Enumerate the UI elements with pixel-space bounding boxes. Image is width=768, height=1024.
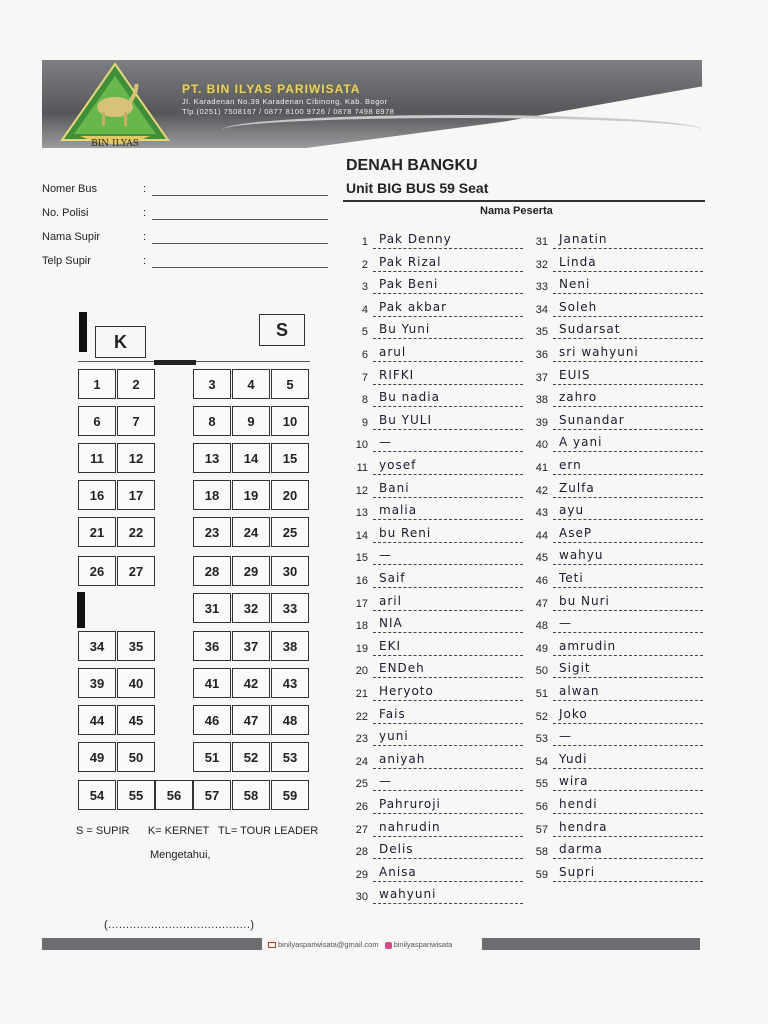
plate-number-field[interactable] xyxy=(152,219,328,220)
info-row-driver xyxy=(42,229,332,253)
participant-entry xyxy=(526,544,696,566)
left-wall-marker xyxy=(79,312,87,352)
participant-number: 18 xyxy=(355,620,368,633)
participant-number: 1 xyxy=(361,236,368,248)
participant-entry xyxy=(526,748,696,770)
participant-entry xyxy=(346,228,516,250)
participant-number: 27 xyxy=(355,823,368,836)
seat-56[interactable]: 56 xyxy=(155,780,193,810)
seat-49[interactable]: 49 xyxy=(78,742,116,772)
participant-entry xyxy=(346,296,516,318)
participant-name[interactable]: Soleh xyxy=(553,299,703,317)
footer-bar-left xyxy=(42,938,262,950)
seat-53[interactable]: 53 xyxy=(271,742,309,772)
seat-57[interactable]: 57 xyxy=(193,780,231,810)
participant-number: 51 xyxy=(535,688,548,700)
participant-name[interactable]: Yudi xyxy=(553,751,703,769)
seat-3[interactable]: 3 xyxy=(193,369,231,399)
participant-number: 43 xyxy=(535,507,548,520)
info-row-driver-phone xyxy=(42,253,332,277)
participant-entry xyxy=(526,364,696,386)
participant-name[interactable]: Joko xyxy=(553,706,703,724)
seat-29[interactable]: 29 xyxy=(232,556,270,586)
participant-number: 23 xyxy=(355,733,368,746)
seat-21[interactable]: 21 xyxy=(78,517,116,547)
participant-name[interactable]: — xyxy=(553,728,703,746)
participant-name[interactable]: EUIS xyxy=(553,367,703,385)
bus-info xyxy=(42,181,332,277)
seat-10[interactable]: 10 xyxy=(271,406,309,436)
seat-24[interactable]: 24 xyxy=(232,517,270,547)
seat-28[interactable]: 28 xyxy=(193,556,231,586)
driver-phone-field[interactable] xyxy=(152,267,328,268)
info-colon: : xyxy=(143,207,147,219)
participant-entry xyxy=(526,454,696,476)
footer-email: binilyaspariwisata@gmail.com xyxy=(278,940,379,949)
logo-text: BIN ILYAS xyxy=(91,139,139,149)
seat-46[interactable]: 46 xyxy=(193,705,231,735)
seat-37[interactable]: 37 xyxy=(232,631,270,661)
address-line: Jl. Karadenan No.39 Karadenan Cibinong, Kab. Bogor xyxy=(182,97,388,106)
participant-number: 31 xyxy=(535,236,548,248)
seat-48[interactable]: 48 xyxy=(271,705,309,735)
participant-name[interactable]: ern xyxy=(553,457,703,475)
participant-number: 32 xyxy=(535,258,548,271)
seat-34[interactable]: 34 xyxy=(78,631,116,661)
seat-8[interactable]: 8 xyxy=(193,406,231,436)
participant-name[interactable]: Bu YULI xyxy=(373,412,523,430)
participant-number: 29 xyxy=(355,868,368,881)
info-row-bus-number xyxy=(42,181,332,205)
seat-39[interactable]: 39 xyxy=(78,668,116,698)
participant-entry xyxy=(526,793,696,815)
participant-entry xyxy=(346,748,516,770)
participant-name[interactable]: darma xyxy=(553,841,703,859)
participant-name[interactable]: aniyah xyxy=(373,751,523,769)
letterhead xyxy=(42,60,702,150)
participant-entry xyxy=(346,386,516,408)
participant-number: 53 xyxy=(535,733,548,746)
seat-44[interactable]: 44 xyxy=(78,705,116,735)
footer-contacts xyxy=(268,940,452,949)
participant-name[interactable]: zahro xyxy=(553,389,703,407)
participant-number: 39 xyxy=(535,416,548,429)
seat-35[interactable]: 35 xyxy=(117,631,155,661)
participant-entry xyxy=(526,318,696,340)
seat-47[interactable]: 47 xyxy=(232,705,270,735)
participant-name[interactable]: NIA xyxy=(373,615,523,633)
seat-27[interactable]: 27 xyxy=(117,556,155,586)
participant-name[interactable]: Delis xyxy=(373,841,523,859)
participant-name[interactable]: malia xyxy=(373,502,523,520)
participant-name[interactable]: wahyuni xyxy=(373,886,523,904)
participant-name[interactable]: Supri xyxy=(553,864,703,882)
letterhead-swoosh xyxy=(222,115,702,145)
participant-entry xyxy=(346,680,516,702)
participant-name[interactable]: sri wahyuni xyxy=(553,344,703,362)
seat-58[interactable]: 58 xyxy=(232,780,270,810)
company-logo xyxy=(60,62,170,152)
participant-entry xyxy=(526,273,696,295)
participant-number: 50 xyxy=(535,665,548,678)
participant-name[interactable]: — xyxy=(553,615,703,633)
seat-20[interactable]: 20 xyxy=(271,480,309,510)
seat-2[interactable]: 2 xyxy=(117,369,155,399)
participant-number: 19 xyxy=(355,642,368,655)
participant-entry xyxy=(346,861,516,883)
participant-name[interactable]: yuni xyxy=(373,728,523,746)
participant-entry xyxy=(526,612,696,634)
participant-entry xyxy=(346,590,516,612)
participant-entry xyxy=(346,251,516,273)
participant-name[interactable]: AseP xyxy=(553,525,703,543)
participant-entry xyxy=(526,477,696,499)
acknowledged-label: Mengetahui, xyxy=(150,849,211,861)
seat-59[interactable]: 59 xyxy=(271,780,309,810)
seat-50[interactable]: 50 xyxy=(117,742,155,772)
participant-entry xyxy=(346,477,516,499)
seat-25[interactable]: 25 xyxy=(271,517,309,547)
participant-entry xyxy=(346,499,516,521)
participant-number: 21 xyxy=(355,688,368,700)
participant-number: 9 xyxy=(361,416,368,429)
participant-number: 7 xyxy=(361,371,368,384)
participant-name[interactable]: Janatin xyxy=(553,231,703,249)
participant-entry xyxy=(526,725,696,747)
signature-line[interactable]: (........................................) xyxy=(104,919,255,931)
participant-number: 4 xyxy=(361,303,368,316)
participant-name[interactable]: ayu xyxy=(553,502,703,520)
participant-entry xyxy=(526,816,696,838)
info-row-plate xyxy=(42,205,332,229)
seat-15[interactable]: 15 xyxy=(271,443,309,473)
participant-name[interactable]: hendra xyxy=(553,819,703,837)
participant-name[interactable]: Pak akbar xyxy=(373,299,523,317)
participant-number: 28 xyxy=(355,846,368,859)
participant-entry xyxy=(346,816,516,838)
participant-number: 17 xyxy=(355,597,368,610)
participant-number: 16 xyxy=(355,575,368,587)
participant-number: 15 xyxy=(355,552,368,565)
participant-number: 20 xyxy=(355,665,368,678)
participants-header: Nama Peserta xyxy=(480,205,553,217)
participant-name[interactable]: Pak Beni xyxy=(373,276,523,294)
participant-number: 24 xyxy=(355,755,368,768)
info-label: Nomer Bus xyxy=(42,183,98,195)
participant-entry xyxy=(526,567,696,589)
kernet-seat: K xyxy=(95,326,146,358)
seat-26[interactable]: 26 xyxy=(78,556,116,586)
participant-name[interactable]: arul xyxy=(373,344,523,362)
participant-number: 13 xyxy=(355,507,368,520)
participant-entry xyxy=(346,657,516,679)
seat-43[interactable]: 43 xyxy=(271,668,309,698)
participant-name[interactable]: Sigit xyxy=(553,660,703,678)
participant-name[interactable]: Bu Yuni xyxy=(373,321,523,339)
info-colon: : xyxy=(143,183,147,195)
participant-entry xyxy=(526,386,696,408)
participant-name[interactable]: yosef xyxy=(373,457,523,475)
participant-name[interactable]: — xyxy=(373,773,523,791)
participant-number: 5 xyxy=(361,326,368,339)
participant-entry xyxy=(526,296,696,318)
participant-entry xyxy=(526,499,696,521)
participant-number: 8 xyxy=(361,394,368,407)
participant-entry xyxy=(346,770,516,792)
participant-number: 57 xyxy=(535,823,548,836)
participant-number: 52 xyxy=(535,710,548,723)
participant-name[interactable]: bu Nuri xyxy=(553,593,703,611)
info-colon: : xyxy=(143,255,147,267)
participant-entry xyxy=(526,703,696,725)
participant-number: 30 xyxy=(355,891,368,904)
participant-entry xyxy=(346,838,516,860)
seat-19[interactable]: 19 xyxy=(232,480,270,510)
left-door-marker xyxy=(77,592,85,628)
participant-entry xyxy=(346,567,516,589)
participant-entry xyxy=(346,409,516,431)
seat-17[interactable]: 17 xyxy=(117,480,155,510)
participant-number: 35 xyxy=(535,326,548,339)
participant-entry xyxy=(526,341,696,363)
participant-number: 58 xyxy=(535,846,548,859)
participant-name[interactable]: Neni xyxy=(553,276,703,294)
participant-name[interactable]: Saif xyxy=(373,570,523,588)
participant-entry xyxy=(346,612,516,634)
participant-entry xyxy=(346,364,516,386)
seat-23[interactable]: 23 xyxy=(193,517,231,547)
seat-55[interactable]: 55 xyxy=(117,780,155,810)
footer-instagram: binilyaspariwisata xyxy=(393,940,453,949)
participant-entry xyxy=(346,703,516,725)
participant-number: 40 xyxy=(535,439,548,452)
participant-entry xyxy=(346,793,516,815)
seat-4[interactable]: 4 xyxy=(232,369,270,399)
participant-name[interactable]: bu Reni xyxy=(373,525,523,543)
participant-entry xyxy=(526,228,696,250)
seat-11[interactable]: 11 xyxy=(78,443,116,473)
seat-41[interactable]: 41 xyxy=(193,668,231,698)
seat-42[interactable]: 42 xyxy=(232,668,270,698)
participant-name[interactable]: ENDeh xyxy=(373,660,523,678)
participant-number: 45 xyxy=(535,552,548,565)
participant-number: 33 xyxy=(535,281,548,294)
participant-number: 42 xyxy=(535,484,548,497)
info-label: Nama Supir xyxy=(42,231,101,243)
driver-seat: S xyxy=(259,314,305,346)
participant-name[interactable]: alwan xyxy=(553,683,703,701)
mail-icon xyxy=(268,942,276,948)
seat-1[interactable]: 1 xyxy=(78,369,116,399)
seat-13[interactable]: 13 xyxy=(193,443,231,473)
info-label: No. Polisi xyxy=(42,207,89,219)
participant-entry xyxy=(526,861,696,883)
participant-number: 11 xyxy=(356,462,368,474)
seat-38[interactable]: 38 xyxy=(271,631,309,661)
participant-number: 38 xyxy=(535,394,548,407)
participant-number: 41 xyxy=(535,462,548,474)
participant-name[interactable]: Sudarsat xyxy=(553,321,703,339)
participant-name[interactable]: A yani xyxy=(553,434,703,452)
participant-name[interactable]: Linda xyxy=(553,254,703,272)
participant-name[interactable]: Bu nadia xyxy=(373,389,523,407)
participant-number: 59 xyxy=(535,868,548,881)
participant-name[interactable]: Bani xyxy=(373,480,523,498)
seat-31[interactable]: 31 xyxy=(193,593,231,623)
participant-name[interactable]: Heryoto xyxy=(373,683,523,701)
participant-entry xyxy=(526,838,696,860)
participant-number: 46 xyxy=(535,575,548,587)
seat-5[interactable]: 5 xyxy=(271,369,309,399)
seat-32[interactable]: 32 xyxy=(232,593,270,623)
participant-name[interactable]: Teti xyxy=(553,570,703,588)
participant-entry xyxy=(346,544,516,566)
participant-number: 25 xyxy=(355,778,368,791)
participant-name[interactable]: Zulfa xyxy=(553,480,703,498)
participant-number: 48 xyxy=(535,620,548,633)
participant-number: 54 xyxy=(535,755,548,768)
participant-number: 6 xyxy=(361,349,368,361)
participant-name[interactable]: — xyxy=(373,547,523,565)
seat-54[interactable]: 54 xyxy=(78,780,116,810)
participant-name[interactable]: Pak Rizal xyxy=(373,254,523,272)
participant-name[interactable]: amrudin xyxy=(553,638,703,656)
participant-entry xyxy=(346,454,516,476)
participant-entry xyxy=(346,318,516,340)
seat-45[interactable]: 45 xyxy=(117,705,155,735)
seat-52[interactable]: 52 xyxy=(232,742,270,772)
participant-number: 14 xyxy=(355,529,368,542)
participant-number: 36 xyxy=(535,349,548,361)
page-title: DENAH BANGKU xyxy=(346,157,478,174)
participant-entry xyxy=(526,635,696,657)
participant-number: 44 xyxy=(535,529,548,542)
participant-name[interactable]: wira xyxy=(553,773,703,791)
seat-18[interactable]: 18 xyxy=(193,480,231,510)
seat-legend: S = SUPIR K= KERNET TL= TOUR LEADER xyxy=(76,825,319,837)
seat-36[interactable]: 36 xyxy=(193,631,231,661)
seat-7[interactable]: 7 xyxy=(117,406,155,436)
participant-entry xyxy=(346,883,516,905)
participant-number: 26 xyxy=(355,801,368,813)
company-name: PT. BIN ILYAS PARIWISATA xyxy=(182,82,361,96)
seat-40[interactable]: 40 xyxy=(117,668,155,698)
participant-entry xyxy=(526,590,696,612)
footer-bar-right xyxy=(482,938,700,950)
participant-entry xyxy=(346,522,516,544)
seat-6[interactable]: 6 xyxy=(78,406,116,436)
participant-entry xyxy=(346,725,516,747)
phone-line: Tlp.(0251) 7508167 / 0877 8100 9726 / 0878 7498 8978 xyxy=(182,107,395,116)
participant-number: 55 xyxy=(535,778,548,791)
participant-entry xyxy=(526,251,696,273)
company-address xyxy=(182,97,394,117)
participant-number: 22 xyxy=(355,710,368,723)
seat-14[interactable]: 14 xyxy=(232,443,270,473)
participant-name[interactable]: EKI xyxy=(373,638,523,656)
participant-number: 56 xyxy=(535,801,548,813)
participant-entry xyxy=(346,341,516,363)
bus-number-field[interactable] xyxy=(152,195,328,196)
participant-entry xyxy=(346,273,516,295)
participant-number: 47 xyxy=(535,597,548,610)
participant-number: 34 xyxy=(535,303,548,316)
seat-12[interactable]: 12 xyxy=(117,443,155,473)
participant-name[interactable]: Anisa xyxy=(373,864,523,882)
participant-entry xyxy=(346,431,516,453)
title-divider xyxy=(343,200,705,202)
participant-name[interactable]: Pak Denny xyxy=(373,231,523,249)
seat-30[interactable]: 30 xyxy=(271,556,309,586)
participant-entry xyxy=(526,431,696,453)
participant-entry xyxy=(526,680,696,702)
participant-entry xyxy=(346,635,516,657)
participant-name[interactable]: Sunandar xyxy=(553,412,703,430)
participant-entry xyxy=(526,522,696,544)
participant-name[interactable]: Fais xyxy=(373,706,523,724)
participant-name[interactable]: — xyxy=(373,434,523,452)
seat-16[interactable]: 16 xyxy=(78,480,116,510)
info-label: Telp Supir xyxy=(42,255,91,267)
participant-number: 3 xyxy=(361,281,368,294)
info-colon: : xyxy=(143,231,147,243)
driver-name-field[interactable] xyxy=(152,243,328,244)
participant-number: 37 xyxy=(535,371,548,384)
page-subtitle: Unit BIG BUS 59 Seat xyxy=(346,180,489,196)
participant-name[interactable]: RIFKI xyxy=(373,367,523,385)
participant-number: 49 xyxy=(535,642,548,655)
seat-9[interactable]: 9 xyxy=(232,406,270,436)
seat-22[interactable]: 22 xyxy=(117,517,155,547)
participant-name[interactable]: nahrudin xyxy=(373,819,523,837)
participant-entry xyxy=(526,657,696,679)
participant-number: 12 xyxy=(355,484,368,497)
front-door-marker xyxy=(154,360,196,365)
participant-name[interactable]: aril xyxy=(373,593,523,611)
instagram-icon xyxy=(385,942,392,949)
participant-name[interactable]: Pahruroji xyxy=(373,796,523,814)
participant-number: 10 xyxy=(355,439,368,452)
seat-51[interactable]: 51 xyxy=(193,742,231,772)
participant-number: 2 xyxy=(361,258,368,271)
seat-33[interactable]: 33 xyxy=(271,593,309,623)
participant-entry xyxy=(526,409,696,431)
participant-entry xyxy=(526,770,696,792)
participant-name[interactable]: hendi xyxy=(553,796,703,814)
participant-name[interactable]: wahyu xyxy=(553,547,703,565)
